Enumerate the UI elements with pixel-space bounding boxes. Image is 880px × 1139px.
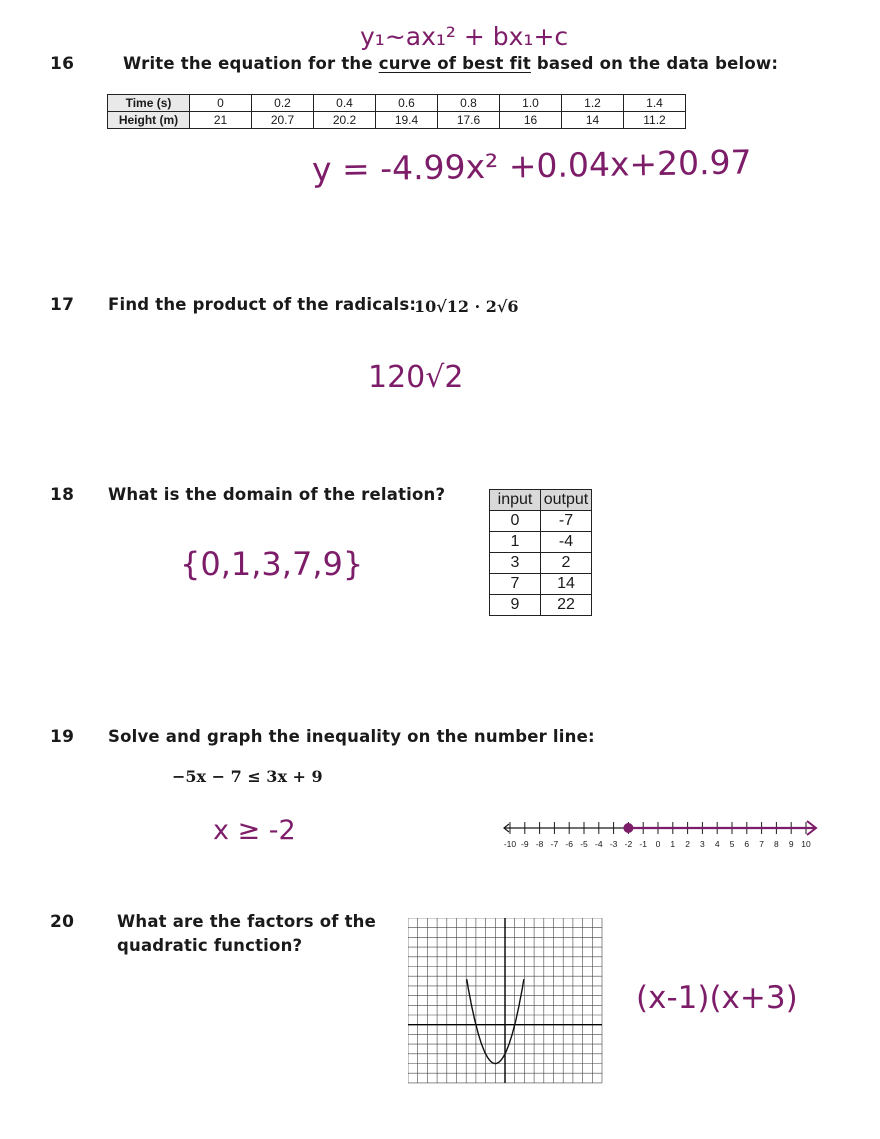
number-line-label: -8: [535, 839, 544, 849]
q16-number: 16: [50, 54, 75, 74]
closed-point: [624, 824, 633, 833]
table-cell: 3: [490, 553, 541, 574]
table-cell: 1.0: [500, 95, 562, 112]
q17-number: 17: [50, 295, 75, 315]
table-cell: 0.8: [438, 95, 500, 112]
number-line-label: 5: [729, 839, 735, 849]
table-cell: -4: [541, 532, 592, 553]
table-header-row: [490, 490, 592, 511]
q17-expression: 10√12 · 2√6: [414, 297, 519, 316]
column-header-input: input: [490, 490, 541, 511]
row-header-time: Time (s): [108, 95, 190, 112]
q16-prompt-underlined: curve of best fit: [378, 54, 531, 73]
table-cell: 19.4: [376, 112, 438, 129]
table-row: [490, 553, 592, 574]
q19-number: 19: [50, 727, 75, 747]
table-cell: 14: [562, 112, 624, 129]
number-line-label: -3: [609, 839, 618, 849]
q16-prompt-start: Write the equation for the: [123, 54, 379, 73]
table-cell: 9: [490, 595, 541, 616]
table-row: [108, 95, 686, 112]
q16-prompt: [123, 54, 778, 73]
q20-answer: (x-1)(x+3): [636, 980, 798, 1016]
number-line-label: 8: [774, 839, 779, 849]
number-line-label: 0: [655, 839, 661, 849]
number-line-label: 9: [788, 839, 794, 849]
column-header-output: output: [541, 490, 592, 511]
number-line-label: -7: [550, 839, 559, 849]
q18-answer: {0,1,3,7,9}: [180, 545, 364, 583]
q16-answer: y = -4.99x² +0.04x+20.97: [311, 142, 752, 189]
table-cell: -7: [541, 511, 592, 532]
table-cell: 0.2: [252, 95, 314, 112]
q20-prompt-line2: quadratic function?: [117, 936, 303, 955]
table-cell: 0: [190, 95, 252, 112]
number-line-label: 2: [685, 839, 690, 849]
number-line-label: 10: [801, 839, 811, 849]
q19-number-line: [500, 812, 830, 857]
q20-prompt-line1: What are the factors of the: [117, 912, 376, 931]
number-line-label: -2: [624, 839, 633, 849]
table-row: [490, 532, 592, 553]
q18-number: 18: [50, 485, 75, 505]
table-cell: 17.6: [438, 112, 500, 129]
table-cell: 0.6: [376, 95, 438, 112]
q16-model-note: y₁~ax₁² + bx₁+c: [360, 22, 569, 51]
q19-inequality: −5x − 7 ≤ 3x + 9: [172, 767, 323, 786]
q18-relation-table: [489, 489, 592, 616]
number-line-label: -4: [595, 839, 603, 849]
table-row: [490, 595, 592, 616]
table-row: [108, 112, 686, 129]
table-cell: 22: [541, 595, 592, 616]
q20-number: 20: [50, 912, 75, 932]
table-cell: 1.4: [624, 95, 686, 112]
row-header-height: Height (m): [108, 112, 190, 129]
number-line-label: 3: [700, 839, 705, 849]
q17-prompt: Find the product of the radicals:: [108, 295, 417, 314]
table-cell: 0: [490, 511, 541, 532]
table-row: [490, 511, 592, 532]
number-line-label: 1: [670, 839, 676, 849]
q16-data-table: [107, 94, 686, 129]
table-cell: 0.4: [314, 95, 376, 112]
table-cell: 7: [490, 574, 541, 595]
q20-parabola-graph: [408, 918, 606, 1088]
number-line-label: 6: [744, 839, 750, 849]
table-cell: 11.2: [624, 112, 686, 129]
number-line-label: 4: [714, 839, 720, 849]
table-cell: 16: [500, 112, 562, 129]
number-line-label: -1: [639, 839, 647, 849]
q16-prompt-end: based on the data below:: [530, 54, 779, 73]
number-line-label: -9: [521, 839, 529, 849]
table-cell: 1: [490, 532, 541, 553]
table-cell: 20.2: [314, 112, 376, 129]
table-cell: 2: [541, 553, 592, 574]
number-line-label: -5: [580, 839, 588, 849]
number-line-label: -10: [503, 839, 517, 849]
q17-answer: 120√2: [368, 360, 464, 395]
q19-answer: x ≥ -2: [213, 815, 296, 846]
table-row: [490, 574, 592, 595]
number-line-label: 7: [759, 839, 764, 849]
table-cell: 1.2: [562, 95, 624, 112]
q18-prompt: What is the domain of the relation?: [108, 485, 446, 504]
table-cell: 14: [541, 574, 592, 595]
number-line-label: -6: [565, 839, 573, 849]
table-cell: 21: [190, 112, 252, 129]
q19-prompt: Solve and graph the inequality on the number line:: [108, 727, 595, 746]
table-cell: 20.7: [252, 112, 314, 129]
